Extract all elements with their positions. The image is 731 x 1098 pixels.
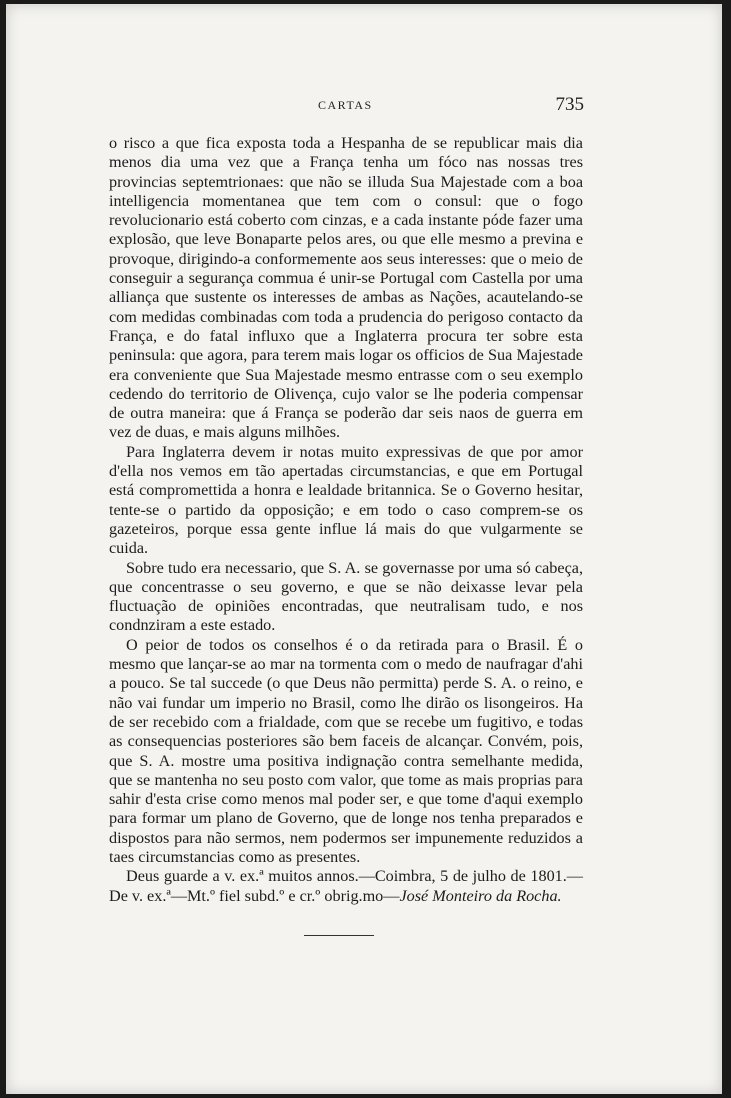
closing-paragraph (109, 867, 583, 906)
page-number: 735 (555, 94, 584, 115)
closing-rule (304, 935, 374, 936)
body-text (109, 134, 583, 906)
signature: José Monteiro da Rocha. (399, 886, 562, 905)
paragraph-3: Sobre tudo era necessario, que S. A. se governasse por uma só cabeça, que concentrasse o seu governo, e que se não deixasse levar pela fluctuação de opiniões encontradas, que neutralisam tudo, e nos condnziram a este estado. (109, 558, 583, 635)
paragraph-4: O peior de todos os conselhos é o da retirada para o Brasil. É o mesmo que lançar-se ao mar na tormenta com o medo de naufragar d'ahi a pouco. Se tal succede (o que Deus não permitta) perde S. A. o reino, e não vai fundar um imperio no Brasil, como lhe dirão os lisongeiros. Ha de ser recebido com a frialdade, com que se recebe um fugitivo, e todas as consequencias posteriores são bem faceis de alcançar. Convém, pois, que S. A. mostre uma positiva indignação contra semelhante medida, que se mantenha no seu posto com valor, que tome as mais proprias para sahir d'esta crise como menos mal poder ser, e que tome d'aqui exemplo para formar um plano de Governo, que de longe nos tenha preparados e dispostos para não sermos, nem podermos ser impunemente reduzidos a taes circumstancias como as presentes. (109, 635, 583, 866)
paragraph-2: Para Inglaterra devem ir notas muito expressivas de que por amor d'ella nos vemos em tão apertadas circumstancias, e que em Portugal está compromettida a honra e lealdade britannica. Se o Governo hesitar, tente-se o partido da opposição; e em todo o caso comprem-se os gazeteiros, porque essa gente influe lá mais do que vulgarmente se cuida. (109, 442, 583, 558)
book-page (6, 4, 722, 1094)
running-title: CARTAS (318, 98, 373, 112)
running-head (106, 96, 584, 116)
paragraph-1: o risco a que fica exposta toda a Hespanha de se republicar mais dia menos dia uma vez que a França tenha um fóco nas nossas tres provincias septemtrionaes: que não se illuda Sua Majestade com a boa intelligencia momentanea que tem com o consul: que o fogo revolucionario está coberto com cinzas, e a cada instante póde fazer uma explosão, que leve Bonaparte pelos ares, ou que elle mesmo a previna e provoque, dirigindo-a conformemente aos seus interesses: que o meio de conseguir a segurança commua é unir-se Portugal com Castella por uma alliança que sustente os interesses de ambas as Nações, acautelando-se com medidas combinadas com toda a prudencia do perigoso contacto da França, e do fatal influxo que a Inglaterra procura ter sobre esta peninsula: que agora, para terem mais logar os officios de Sua Majestade era conveniente que Sua Majestade mesmo entrasse com o seu exemplo cedendo do territorio de Olivença, cujo valor se lhe poderia compensar de outra maneira: que á França se poderão dar seis naos de guerra em vez de duas, e mais alguns milhões. (109, 134, 583, 442)
closing-text: Deus guarde a v. ex.ª muitos annos.—Coimbra, 5 de julho de 1801.—De v. ex.ª—Mt.º fiel subd.º e cr.º obrig.mo— (109, 867, 583, 905)
